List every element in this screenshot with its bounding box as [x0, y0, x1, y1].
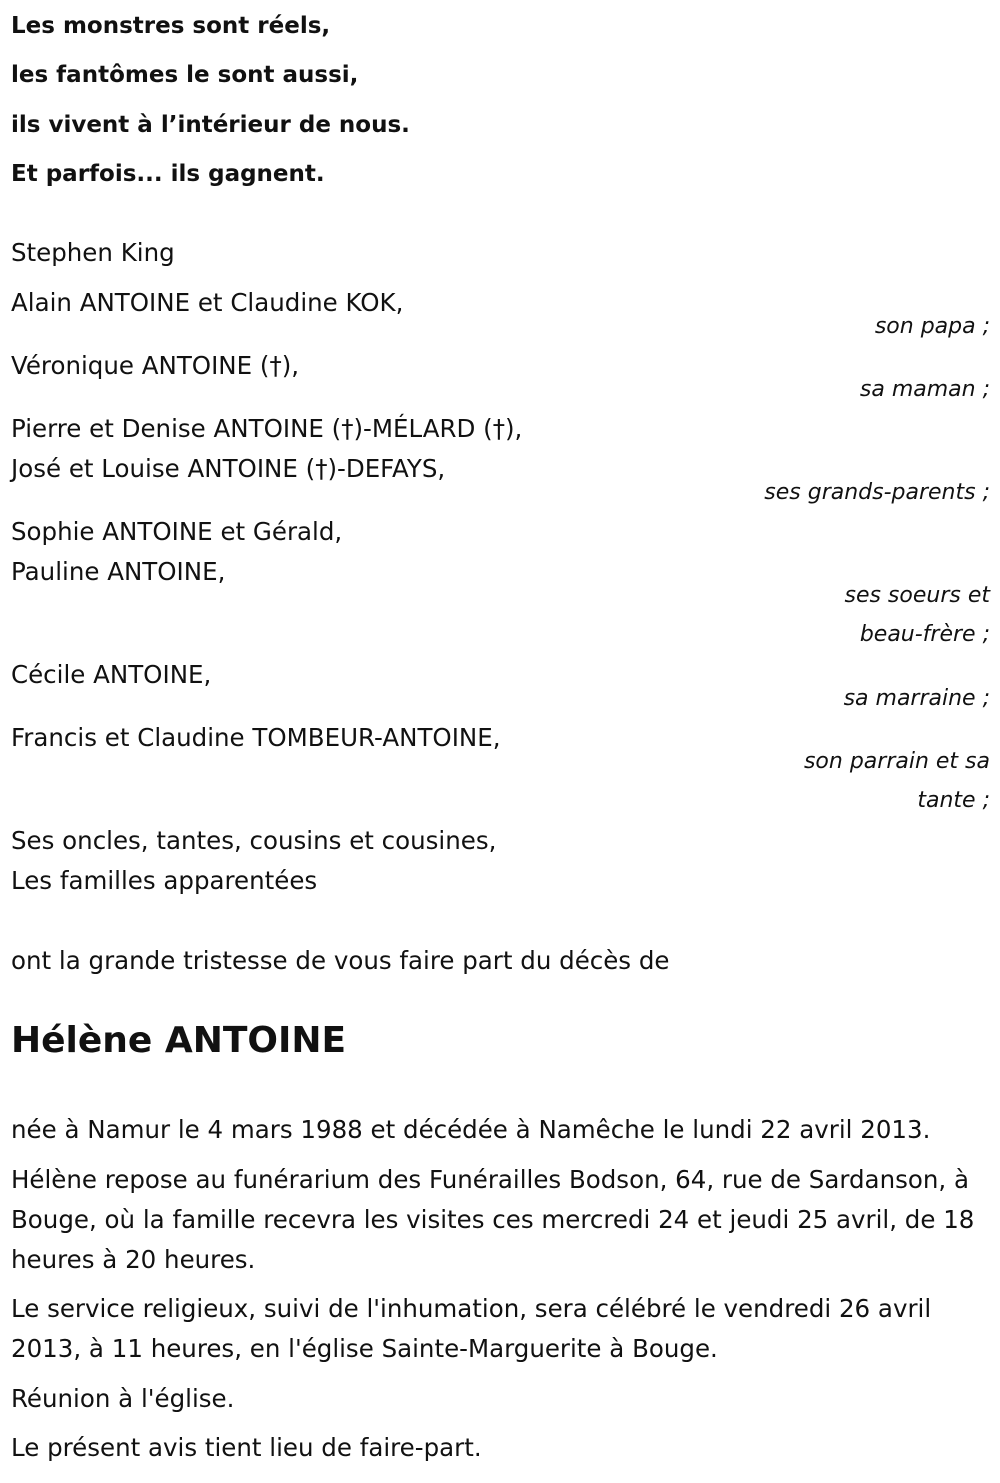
family-names: Pauline ANTOINE, [11, 557, 226, 586]
epigraph-line: Et parfois... ils gagnent. [11, 161, 325, 187]
family-names: Véronique ANTOINE (†), [11, 351, 300, 380]
family-names: Cécile ANTOINE, [11, 660, 212, 689]
family-names: Sophie ANTOINE et Gérald, [11, 517, 343, 546]
epigraph-line: les fantômes le sont aussi, [11, 62, 359, 88]
family-relation: sa marraine ; [843, 686, 990, 711]
family-relation: son parrain et sa [803, 749, 990, 774]
epigraph-author: Stephen King [11, 238, 175, 267]
birth-death-paragraph: née à Namur le 4 mars 1988 et décédée à Namêche le lundi 22 avril 2013. [11, 1115, 931, 1144]
notice-paragraph: Le présent avis tient lieu de faire-part. [11, 1433, 482, 1462]
relatives-line: Ses oncles, tantes, cousins et cousines, [11, 826, 497, 855]
service-paragraph: Le service religieux, suivi de l'inhumation, sera célébré le vendredi 26 avril 2013, à 11 heures, en l'église Sainte-Marguerite à Bouge. [11, 1294, 932, 1363]
deceased-name: Hélène ANTOINE [11, 1020, 347, 1061]
epigraph-line: Les monstres sont réels, [11, 13, 331, 39]
announcement: ont la grande tristesse de vous faire part du décès de [11, 946, 670, 975]
family-relation: ses soeurs et [844, 583, 990, 608]
family-relation: sa maman ; [859, 377, 990, 402]
family-relation: son papa ; [874, 314, 990, 339]
family-names: José et Louise ANTOINE (†)-DEFAYS, [11, 454, 446, 483]
reunion-paragraph: Réunion à l'église. [11, 1384, 235, 1413]
family-names: Alain ANTOINE et Claudine KOK, [11, 288, 404, 317]
family-names: Francis et Claudine TOMBEUR-ANTOINE, [11, 723, 501, 752]
visitation-paragraph: Hélène repose au funérarium des Funérailles Bodson, 64, rue de Sardanson, à Bouge, où la famille recevra les visites ces mercredi 24 et jeudi 25 avril, de 18 heures à 20 heures. [11, 1165, 975, 1274]
epigraph-line: ils vivent à l’intérieur de nous. [11, 112, 410, 138]
family-relation: tante ; [917, 788, 990, 813]
family-relation: ses grands-parents ; [764, 480, 990, 505]
family-relation: beau-frère ; [859, 622, 990, 647]
family-names: Pierre et Denise ANTOINE (†)-MÉLARD (†), [11, 414, 523, 443]
relatives-line: Les familles apparentées [11, 866, 318, 895]
